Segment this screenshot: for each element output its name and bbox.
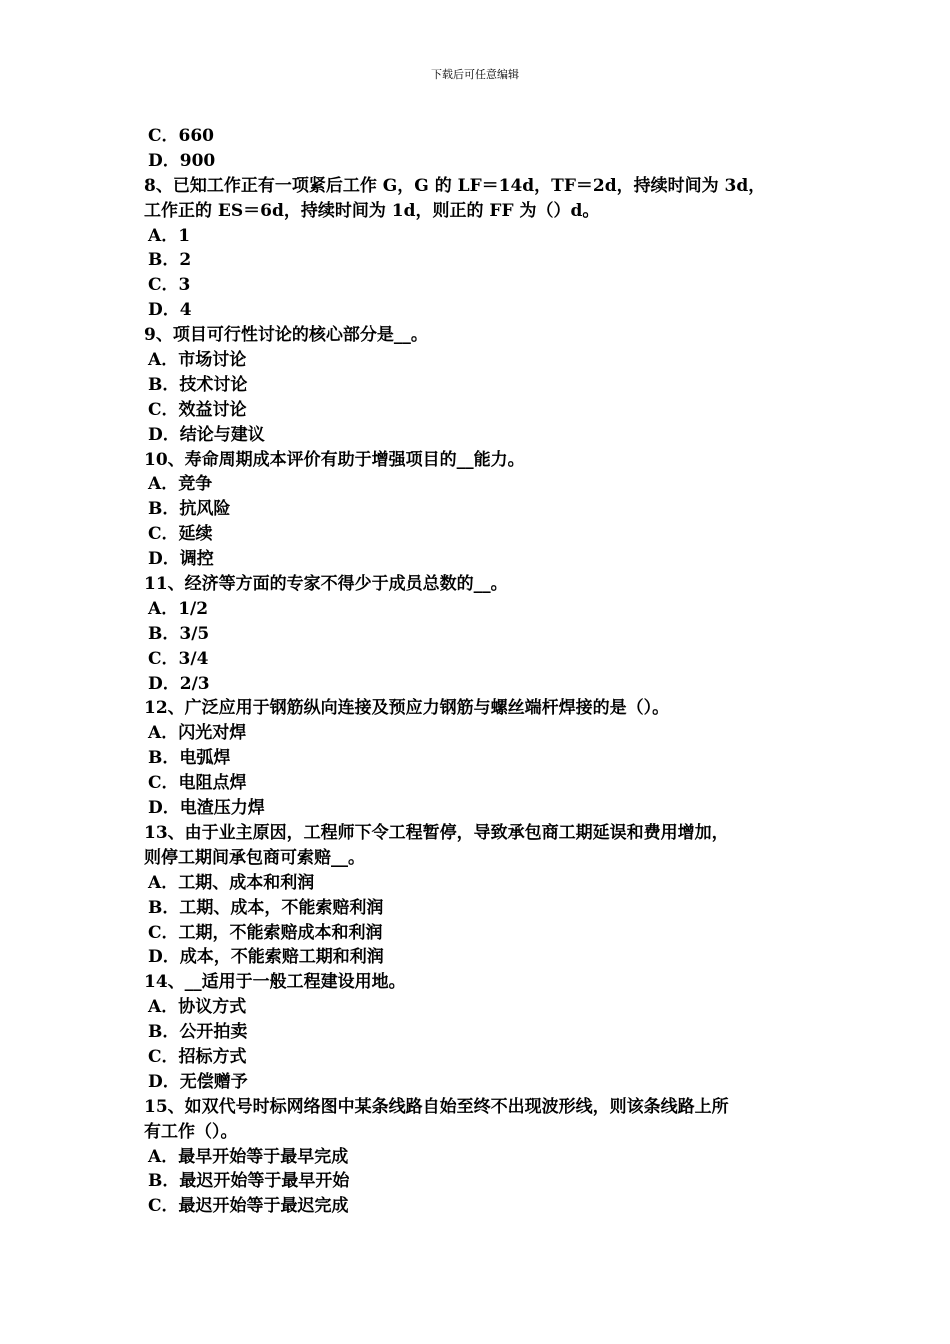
question-text: 9、项目可行性讨论的核心部分是__。 [144, 325, 428, 346]
answer-option: B．抗风险 [148, 499, 231, 520]
document-body [144, 124, 824, 1219]
answer-option: D．900 [148, 150, 216, 171]
answer-option: B．3/5 [148, 623, 210, 644]
answer-option: A．工期、成本和利润 [148, 872, 315, 893]
answer-option: D．电渣压力焊 [148, 798, 265, 819]
question-text: 13、由于业主原因，工程师下令工程暂停，导致承包商工期延误和费用增加， [144, 822, 729, 843]
answer-option: B．公开拍卖 [148, 1022, 248, 1043]
answer-option: D．结论与建议 [148, 424, 265, 445]
question-text: 12、广泛应用于钢筋纵向连接及预应力钢筋与螺丝端杆焊接的是（）。 [144, 698, 670, 719]
answer-option: B．技术讨论 [148, 374, 248, 395]
answer-option: C．电阻点焊 [148, 773, 247, 794]
answer-option: C．效益讨论 [148, 399, 247, 420]
page-header: 下载后可任意编辑 [431, 68, 519, 81]
answer-option: C．招标方式 [148, 1046, 247, 1067]
answer-option: B．2 [148, 250, 192, 271]
answer-option: D．2/3 [148, 673, 210, 694]
question-text: 15、如双代号时标网络图中某条线路自始至终不出现波形线，则该条线路上所 [144, 1096, 729, 1117]
answer-option: A．1/2 [148, 598, 209, 619]
answer-option: C．3 [148, 275, 191, 296]
answer-option: C．3/4 [148, 648, 209, 669]
answer-option: B．工期、成本，不能索赔利润 [148, 897, 384, 918]
answer-option: D．调控 [148, 549, 214, 570]
answer-option: A．1 [148, 225, 191, 246]
answer-option: A．闪光对焊 [148, 723, 247, 744]
answer-option: A．竞争 [148, 474, 213, 495]
answer-option: C．工期，不能索赔成本和利润 [148, 922, 383, 943]
question-text: 有工作（）。 [144, 1121, 238, 1142]
answer-option: A．市场讨论 [148, 350, 247, 371]
question-text: 10、寿命周期成本评价有助于增强项目的__能力。 [144, 449, 525, 470]
answer-option: D．无偿赠予 [148, 1071, 248, 1092]
answer-option: C．延续 [148, 524, 213, 545]
answer-option: B．最迟开始等于最早开始 [148, 1171, 350, 1192]
question-text: 11、经济等方面的专家不得少于成员总数的__。 [144, 574, 508, 595]
answer-option: D．4 [148, 300, 192, 321]
question-text: 则停工期间承包商可索赔__。 [144, 847, 365, 868]
answer-option: C．最迟开始等于最迟完成 [148, 1196, 349, 1217]
answer-option: D．成本，不能索赔工期和利润 [148, 947, 384, 968]
question-text: 工作正的 ES＝6d，持续时间为 1d，则正的 FF 为（）d。 [144, 200, 600, 221]
question-text: 14、__适用于一般工程建设用地。 [144, 972, 406, 993]
answer-option: A．最早开始等于最早完成 [148, 1146, 349, 1167]
answer-option: A．协议方式 [148, 997, 247, 1018]
answer-option: B．电弧焊 [148, 748, 231, 769]
answer-option: C．660 [148, 126, 215, 146]
question-text: 8、已知工作正有一项紧后工作 G，G 的 LF＝14d，TF＝2d，持续时间为 3d， [144, 175, 766, 196]
